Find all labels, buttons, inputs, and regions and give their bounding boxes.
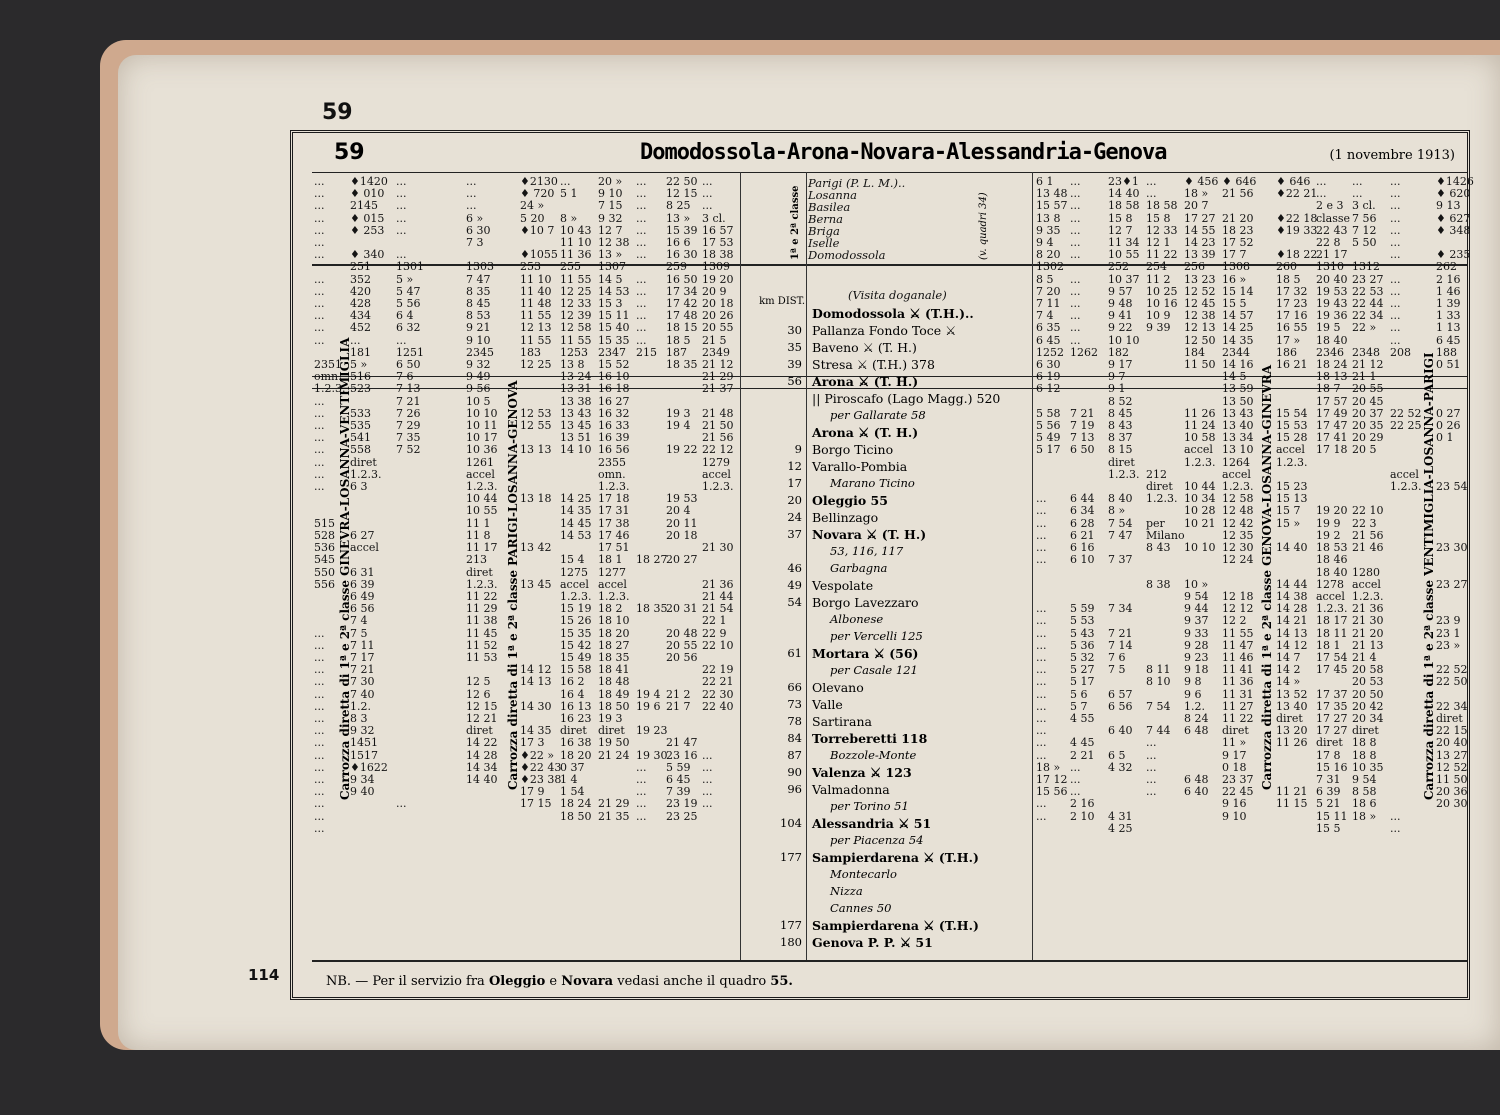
station-row: per Casale 121 (830, 663, 918, 677)
carriage-label-ginevra-ventimiglia: Carrozza diretta di 1ª e 2ª classe GINEVRA-LOSANNA-VENTIMIGLIA (338, 337, 352, 800)
divider-right-stations (1032, 172, 1033, 960)
station-km: 177 (780, 918, 802, 932)
carriage-label-genova-ginevra: Carrozza diretta di 1ª e 2ª classe GENOVA-LOSANNA-GINEVRA (1260, 364, 1274, 790)
right-column-1: 6 1 13 48 15 57 13 8 9 35 9 4 8 20 1302 8 5 7 20 7 11 7 4 6 35 6 45 1252 6 30 6 19 6 12 5 58 5 56 5 49 5 17 ... ... ... ... ... ... ... ... ... ... ... ... ... ... ... ... ... ... ... 18 » 17 12 15 56 ... ... (1036, 175, 1068, 823)
left-column-5: ♦2130 ♦ 720 24 » 5 20 ♦10 7 ♦1055 253 11 10 11 40 11 48 11 55 12 13 11 55 183 12 25 12 53 12 55 13 13 13 18 13 42 13 45 14 12 14 13 14 30 14 35 17 3 ♦22 » ♦22 43 ♦23 38 17 9 17 15 (520, 175, 562, 811)
station-km: 9 (794, 442, 802, 456)
right-column-10: ... ... ... ... ... ... ... ... ... ... ... ... ... 208 22 52 22 25 accel 1.2.3. ... ... (1390, 175, 1422, 835)
footnote (326, 974, 793, 989)
top-station: Iselle (808, 236, 840, 250)
station-row: Olevano (812, 680, 864, 695)
footnote-prefix: NB. — Per il servizio fra (326, 974, 485, 989)
divider-km (806, 172, 807, 960)
station-row: Varallo-Pombia (812, 459, 908, 474)
right-column-4: ... ... 18 58 15 8 12 33 12 1 11 22 254 11 2 10 25 10 16 10 9 9 39 212 diret 1.2.3. per Milano 8 43 8 38 8 11 8 10 7 54 7 44 ... ... ... ... ... (1146, 175, 1185, 799)
page-number: 59 (322, 100, 353, 125)
station-km: 90 (787, 765, 802, 779)
station-km: 61 (787, 646, 802, 660)
left-column-3: ... ... ... ... ... ... 1301 5 » 5 47 5 56 6 4 6 32 ... 1251 6 50 7 6 7 13 7 21 7 26 7 29 7 35 7 52 ... (396, 175, 424, 811)
km-header: km DIST. (759, 296, 805, 307)
rule-top (312, 172, 1467, 173)
top-side-note: (v. quadri 34) (978, 192, 989, 260)
station-km: 49 (787, 578, 802, 592)
edition-date: (1 novembre 1913) (1329, 148, 1455, 163)
station-km: 17 (787, 476, 802, 490)
right-column-2: ... ... ... ... ... ... ... ... ... ... ... ... ... 1262 7 21 7 19 7 13 6 50 6 44 6 34 6 28 6 21 6 16 6 10 5 59 5 53 5 43 5 36 5 32 5 27 5 17 5 6 5 7 4 55 4 45 2 21 ... ... ... 2 16 2 10 (1070, 175, 1098, 823)
left-column-8: ... ... ... ... ... ... ... ... ... ... ... ... ... 215 18 27 18 35 19 4 19 6 19 23 19 30 ... ... ... ... ... (636, 175, 668, 823)
station-km: 54 (787, 595, 802, 609)
station-row: Nizza (830, 884, 863, 898)
station-km: 37 (787, 527, 802, 541)
top-station: Domodossola (808, 248, 886, 262)
station-km: 177 (780, 850, 802, 864)
route-title: Domodossola-Arona-Novara-Alessandria-Genova (640, 140, 1167, 165)
station-row: Arona ⚔ (T. H.) (812, 374, 919, 389)
top-station: Parigi (P. L. M.).. (808, 176, 906, 190)
station-row: Albonese (830, 612, 884, 626)
station-row: Domodossola ⚔ (T.H.).. (812, 306, 974, 321)
station-row: Marano Ticino (830, 476, 915, 490)
station-km: 56 (787, 374, 802, 388)
station-km: 87 (787, 748, 802, 762)
station-row: per Vercelli 125 (830, 629, 923, 643)
station-km: 30 (787, 323, 802, 337)
station-km: 35 (787, 340, 802, 354)
right-column-3: 23♦1 14 40 18 58 15 8 12 7 11 34 10 55 252 10 37 9 57 9 48 9 41 9 22 10 10 182 9 17 9 7 9 1 8 52 8 45 8 43 8 37 8 15 diret 1.2.3. 8 40 8 » 7 54 7 47 7 37 7 34 7 21 7 14 7 6 7 5 6 57 6 56 6 40 6 5 4 32 4 31 4 25 (1108, 175, 1140, 835)
right-column-7: ♦ 646 ♦22 21 ♦22 18 ♦19 33 ♦18 22 260 18 5 17 32 17 23 17 16 16 55 17 » 186 16 21 15 54 15 53 15 28 accel 1.2.3. 15 23 15 13 15 7 15 » 14 40 14 44 14 38 14 28 14 21 14 13 14 12 14 7 14 2 14 » 13 52 13 40 diret 13 20 11 26 11 21 11 15 (1276, 175, 1318, 811)
footnote-station-b: Novara (561, 974, 614, 989)
station-row: Sampierdarena ⚔ (T.H.) (812, 850, 979, 865)
station-km: 12 (787, 459, 802, 473)
left-column-6: ... 5 1 8 » 10 43 11 10 11 36 255 11 55 12 25 12 33 12 39 12 58 11 55 1253 13 8 13 24 13 31 13 38 13 43 13 45 13 51 14 10 14 25 14 35 14 45 14 53 15 4 1275 accel 1.2.3. 15 19 15 26 15 35 15 42 15 49 15 58 16 2 16 4 16 13 16 23 diret 16 38 18 20 0 37 1 4 1 54 18 24 18 50 (560, 175, 592, 823)
carriage-label-parigi-genova: Carrozza diretta di 1ª e 2ª classe PARIGI-LOSANNA-GENOVA (506, 380, 520, 790)
station-row: Arona ⚔ (T. H.) (812, 425, 919, 440)
top-station: Basilea (808, 200, 851, 214)
station-row: Stresa ⚔ (T.H.) 378 (812, 357, 935, 372)
station-row: Garbagna (830, 561, 888, 575)
right-column-6: ♦ 646 21 56 21 20 18 23 17 52 17 7 1308 16 » 15 14 15 5 14 57 14 25 14 35 2344 14 16 14 5 13 59 13 50 13 43 13 40 13 34 13 10 1264 accel 1.2.3. 12 58 12 48 12 42 12 35 12 30 12 24 12 18 12 12 12 2 11 55 11 47 11 46 11 41 11 36 11 31 11 27 11 22 diret 11 » 9 17 0 18 23 37 22 45 9 16 9 10 (1222, 175, 1257, 823)
station-km: 24 (787, 510, 802, 524)
left-column-7: 20 » 9 10 7 15 9 32 12 7 12 38 13 » 1307 14 5 14 53 15 3 15 11 15 40 15 35 2347 15 52 16 10 16 18 16 27 16 32 16 33 16 39 16 56 2355 omn. 1.2.3. 17 18 17 31 17 38 17 46 17 51 18 1 1277 accel 1.2.3. 18 2 18 10 18 20 18 27 18 35 18 41 18 48 18 49 18 50 19 3 diret 19 50 21 24 21 29 21 35 (598, 175, 630, 823)
station-km: 20 (787, 493, 802, 507)
station-row: Vespolate (812, 578, 874, 593)
station-row: Bozzole-Monte (830, 748, 917, 762)
station-km: 180 (780, 935, 802, 949)
top-station: Losanna (808, 188, 857, 202)
top-station: Berna (808, 212, 844, 226)
station-km: 104 (780, 816, 802, 830)
station-row: Montecarlo (830, 867, 897, 881)
station-row: Pallanza Fondo Toce ⚔ (812, 323, 957, 338)
carriage-label-ventimiglia-parigi: Carrozza diretta di 1ª e 2ª classe VENTIMIGLIA-LOSANNA-PARIGI (1422, 352, 1436, 800)
right-column-5: ♦ 456 18 » 20 7 17 27 14 55 14 23 13 39 256 13 23 12 52 12 45 12 38 12 13 12 50 184 11 50 11 26 11 24 10 58 accel 1.2.3. 10 44 10 34 10 28 10 21 10 10 10 » 9 54 9 44 9 37 9 33 9 28 9 23 9 18 9 8 9 6 1.2. 8 24 6 48 6 48 6 40 (1184, 175, 1219, 799)
station-row: Torreberetti 118 (812, 731, 928, 746)
right-column-11: ♦1426 ♦ 620 9 13 ♦ 627 ♦ 348 ♦ 235 262 2 16 1 46 1 39 1 33 1 13 6 45 188 0 51 0 27 0 26 0 1 23 54 23 30 23 27 23 9 23 1 23 » 22 52 22 50 22 34 diret 22 15 20 40 13 27 12 52 11 50 20 36 20 30 (1436, 175, 1474, 811)
station-km: 73 (787, 697, 802, 711)
right-column-8: ... ... 2 e 3 classe 22 43 22 8 21 17 1310 20 40 19 53 19 43 19 36 19 5 18 40 2346 18 24 18 13 18 7 17 57 17 49 17 47 17 41 17 18 19 20 19 9 19 2 18 53 18 46 18 40 1278 accel 1.2.3. 18 17 18 11 18 1 17 54 17 45 17 37 17 35 17 27 17 27 diret 17 8 15 16 7 31 6 39 5 21 15 11 15 5 (1316, 175, 1351, 835)
station-km: 46 (787, 561, 802, 575)
footnote-mid: e (549, 974, 558, 989)
left-column-4: ... ... ... 6 » 6 30 7 3 1303 7 47 8 35 8 45 8 53 9 21 9 10 2345 9 32 9 49 9 56 10 5 10 10 10 11 10 17 10 36 1261 accel 1.2.3. 10 44 10 55 11 1 11 8 11 17 213 diret 1.2.3. 11 22 11 29 11 38 11 45 11 52 11 53 12 5 12 6 12 15 12 21 diret 14 22 14 28 14 34 14 40 (466, 175, 498, 786)
station-row: Genova P. P. ⚔ 51 (812, 935, 933, 950)
side-page-number: 114 (248, 966, 280, 984)
left-column-2: ♦1420 ♦ 010 2145 ♦ 015 ♦ 253 ♦ 340 251 352 420 428 434 452 ... 181 5 » 516 523 533 535 541 558 diret 1.2.3. 6 3 6 27 accel 6 31 6 39 6 49 6 56 7 4 7 5 7 11 7 17 7 21 7 30 7 40 1.2. 8 3 9 32 1451 1517 ♦1622 9 34 9 40 (350, 175, 388, 799)
table-number: 59 (334, 140, 365, 165)
station-km: 39 (787, 357, 802, 371)
station-row: Baveno ⚔ (T. H.) (812, 340, 917, 355)
station-row: Sartirana (812, 714, 872, 729)
timetable-header (300, 138, 1465, 170)
station-km: 66 (787, 680, 802, 694)
divider-left-stations (740, 172, 741, 960)
station-row: Novara ⚔ (T. H.) (812, 527, 927, 542)
station-row: Cannes 50 (830, 901, 892, 915)
station-km: 78 (787, 714, 802, 728)
station-row: Bellinzago (812, 510, 879, 525)
right-column-9: ... ... 3 cl. 7 56 7 12 5 50 1312 23 27 22 53 22 44 22 34 22 » 2348 21 12 21 1 20 55 20 45 20 37 20 35 20 29 20 5 22 10 22 3 21 56 21 46 1280 accel 1.2.3. 21 36 21 30 21 20 21 13 21 4 20 58 20 53 20 50 20 42 20 34 diret 18 8 18 8 10 35 9 54 8 58 18 6 18 » (1352, 175, 1384, 823)
footnote-ref: 55. (770, 974, 793, 989)
station-row: Borgo Ticino (812, 442, 894, 457)
station-row: Borgo Lavezzaro (812, 595, 919, 610)
station-row: per Gallarate 58 (830, 408, 926, 422)
station-km: 84 (787, 731, 802, 745)
customs-note: (Visita doganale) (848, 288, 947, 302)
footnote-station-a: Oleggio (488, 974, 546, 989)
station-row: Alessandria ⚔ 51 (812, 816, 932, 831)
left-column-1: ... ... ... ... ... ... ... ... ... ... ... ... ... 2351 omn. 1.2.3. ... ... ... ... ... ... ... ... 515 528 536 545 550 556 ... ... ... ... ... ... ... ... ... ... ... ... ... ... ... ... ... (314, 175, 346, 835)
station-row: Valle (812, 697, 843, 712)
station-row: Valenza ⚔ 123 (812, 765, 912, 780)
station-row: per Torino 51 (830, 799, 909, 813)
station-row: Oleggio 55 (812, 493, 888, 508)
station-row: Valmadonna (812, 782, 890, 797)
left-column-9: 22 50 12 15 8 25 13 » 15 39 16 6 16 30 259 16 50 17 34 17 42 17 48 18 15 18 5 187 18 35 19 3 19 4 19 22 19 53 20 4 20 11 20 18 20 27 20 31 20 48 20 55 20 56 21 2 21 7 21 47 23 16 5 59 6 45 7 39 23 19 23 25 (666, 175, 698, 823)
station-row: Sampierdarena ⚔ (T.H.) (812, 918, 979, 933)
footnote-suffix: vedasi anche il quadro (617, 974, 767, 989)
class-label: 1ª e 2ª classe (790, 185, 801, 260)
top-station: Briga (808, 224, 840, 238)
station-row: per Piacenza 54 (830, 833, 924, 847)
left-column-10: ... ... ... 3 cl. 16 57 17 53 18 38 1309 19 20 20 9 20 18 20 26 20 55 21 5 2349 21 12 21 29 21 37 21 48 21 50 21 56 22 12 1279 accel 1.2.3. 21 30 21 36 21 44 21 54 22 1 22 9 22 10 22 19 22 21 22 30 22 40 ... ... ... ... ... (702, 175, 734, 811)
station-row: || Piroscafo (Lago Magg.) 520 (812, 391, 1001, 406)
station-km: 96 (787, 782, 802, 796)
rule-bottom (312, 960, 1467, 962)
station-row: Mortara ⚔ (56) (812, 646, 919, 661)
station-row: 53, 116, 117 (830, 544, 904, 558)
